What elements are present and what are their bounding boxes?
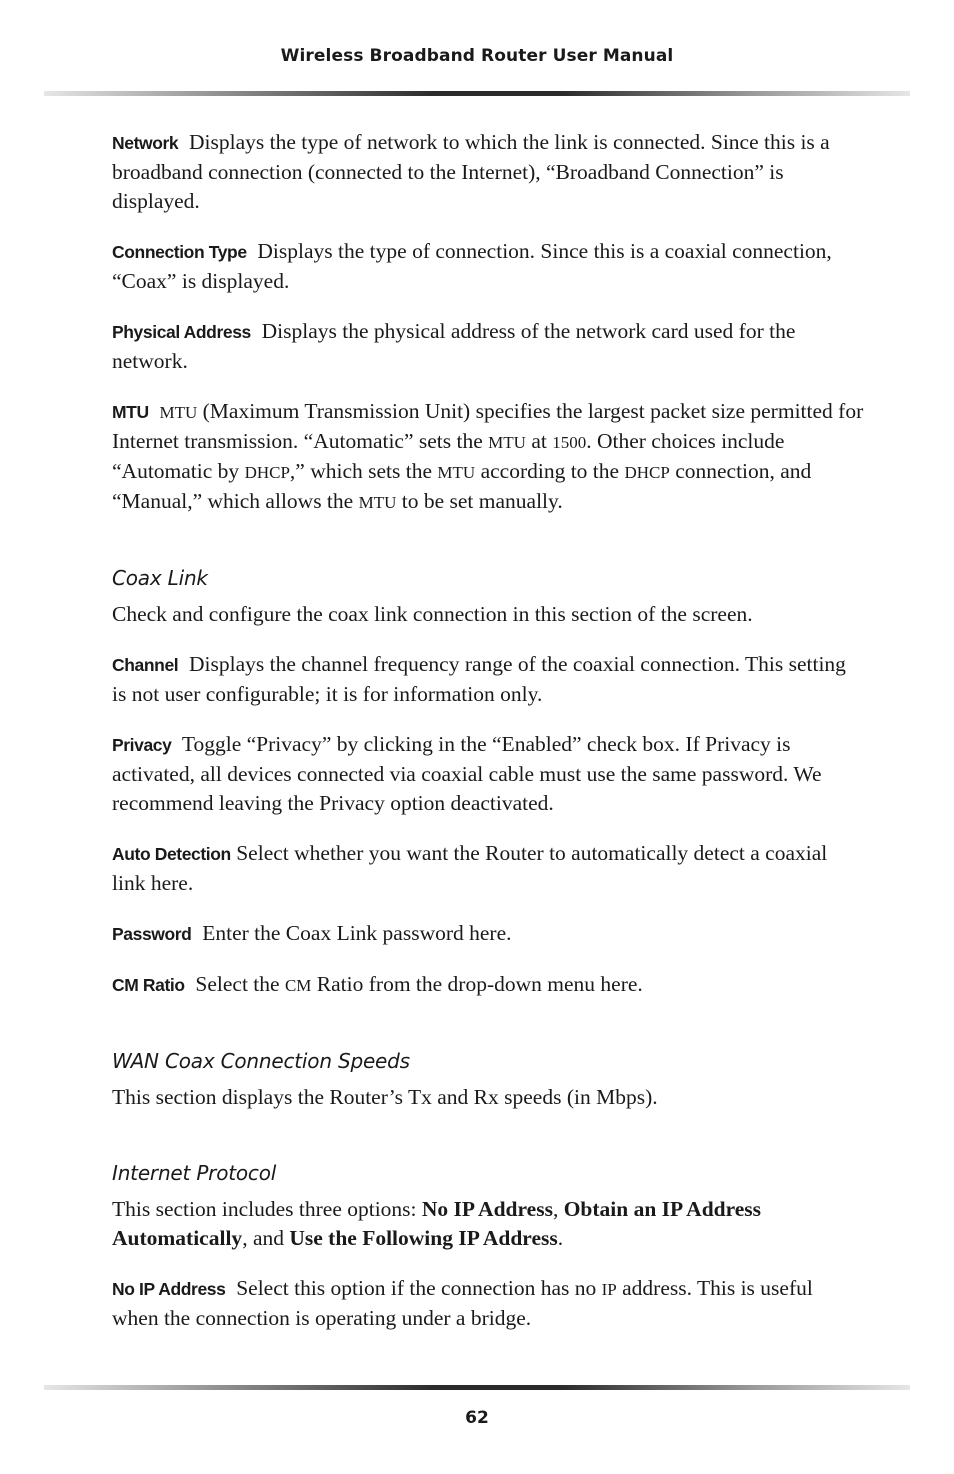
- cm-ratio-entry: [112, 970, 864, 1000]
- mtu-text: at: [525, 429, 553, 453]
- physical-address-desc: Displays the physical address of the network card used for the network.: [112, 319, 796, 373]
- ip-intro-text: ,: [552, 1197, 564, 1221]
- channel-entry: [112, 650, 864, 709]
- term-password: Password: [112, 924, 192, 944]
- term-connection-type: Connection Type: [112, 242, 247, 262]
- cm-ratio-text: Ratio from the drop-down menu here.: [311, 972, 643, 996]
- term-cm-ratio: CM Ratio: [112, 975, 185, 995]
- password-entry: [112, 919, 864, 949]
- mtu-entry: [112, 397, 864, 517]
- mtu-text: connection, and “Manual,” which allows the: [112, 459, 812, 513]
- mtu-abbr: MTU: [159, 403, 198, 422]
- connection-type-entry: [112, 237, 864, 296]
- mtu-text: . Other choices include “Automatic by: [112, 429, 785, 483]
- ip-intro-text: This section includes three options:: [112, 1197, 422, 1221]
- heading-wan-speeds: WAN Coax Connection Speeds: [112, 1049, 410, 1073]
- physical-address-entry: [112, 317, 864, 376]
- mtu-text: (Maximum Transmission Unit) specifies the largest packet size permitted for Internet transmission. “Automatic” sets the: [112, 399, 864, 453]
- no-ip-text: address. This is useful when the connection is operating under a bridge.: [112, 1276, 813, 1330]
- option-obtain-ip: Obtain an IP Address Automatically: [112, 1197, 762, 1250]
- option-no-ip: No IP Address: [421, 1197, 553, 1221]
- mtu-abbr: MTU: [358, 493, 397, 512]
- auto-detection-desc: Select whether you want the Router to automatically detect a coaxial link here.: [112, 841, 828, 895]
- channel-desc: Displays the channel frequency range of the coaxial connection. This setting is not user configurable; it is for information only.: [112, 652, 846, 706]
- ip-abbr: IP: [601, 1280, 617, 1299]
- running-header: Wireless Broadband Router User Manual: [280, 46, 674, 66]
- coax-link-intro: Check and configure the coax link connection in this section of the screen.: [112, 602, 753, 626]
- mtu-text: ,” which sets the: [289, 459, 438, 483]
- heading-coax-link: Coax Link: [112, 566, 208, 590]
- term-mtu: MTU: [112, 402, 149, 422]
- option-use-following-ip: Use the Following IP Address: [289, 1226, 558, 1250]
- connection-type-desc: Displays the type of connection. Since this is a coaxial connection, “Coax” is displayed.: [112, 239, 832, 293]
- page-body: [112, 128, 864, 1354]
- cm-ratio-text: Select the: [195, 972, 285, 996]
- term-auto-detection: Auto Detection: [112, 844, 231, 864]
- term-network: Network: [112, 133, 179, 153]
- network-desc: Displays the type of network to which the link is connected. Since this is a broadband connection (connected to the Internet), “Broadband Connection” is displayed.: [112, 130, 830, 213]
- cm-abbr: CM: [284, 976, 312, 995]
- ip-intro-text: , and: [242, 1226, 290, 1250]
- term-channel: Channel: [112, 655, 179, 675]
- term-physical-address: Physical Address: [112, 322, 251, 342]
- mtu-number: 1500: [552, 433, 587, 452]
- no-ip-text: Select this option if the connection has no: [236, 1276, 602, 1300]
- wan-speeds-intro: This section displays the Router’s Tx and Rx speeds (in Mbps).: [112, 1085, 658, 1109]
- footer-rule: [44, 1385, 910, 1390]
- dhcp-abbr: DHCP: [624, 463, 670, 482]
- privacy-desc: Toggle “Privacy” by clicking in the “Enabled” check box. If Privacy is activated, all devices connected via coaxial cable must use the same password. We recommend leaving the Privacy option deactivated.: [112, 732, 822, 815]
- auto-detection-entry: [112, 839, 864, 898]
- header-rule: [44, 91, 910, 96]
- heading-internet-protocol: Internet Protocol: [112, 1161, 277, 1185]
- mtu-text: to be set manually.: [396, 489, 563, 513]
- no-ip-address-entry: [112, 1274, 864, 1333]
- network-entry: [112, 128, 864, 216]
- dhcp-abbr: DHCP: [244, 463, 290, 482]
- privacy-entry: [112, 730, 864, 818]
- internet-protocol-intro: [112, 1195, 864, 1253]
- password-desc: Enter the Coax Link password here.: [202, 921, 512, 945]
- ip-intro-text: .: [557, 1226, 564, 1250]
- mtu-text: according to the: [475, 459, 625, 483]
- term-privacy: Privacy: [112, 735, 172, 755]
- page-number: 62: [465, 1408, 489, 1428]
- mtu-abbr: MTU: [488, 433, 526, 452]
- term-no-ip-address: No IP Address: [112, 1279, 226, 1299]
- mtu-abbr: MTU: [437, 463, 476, 482]
